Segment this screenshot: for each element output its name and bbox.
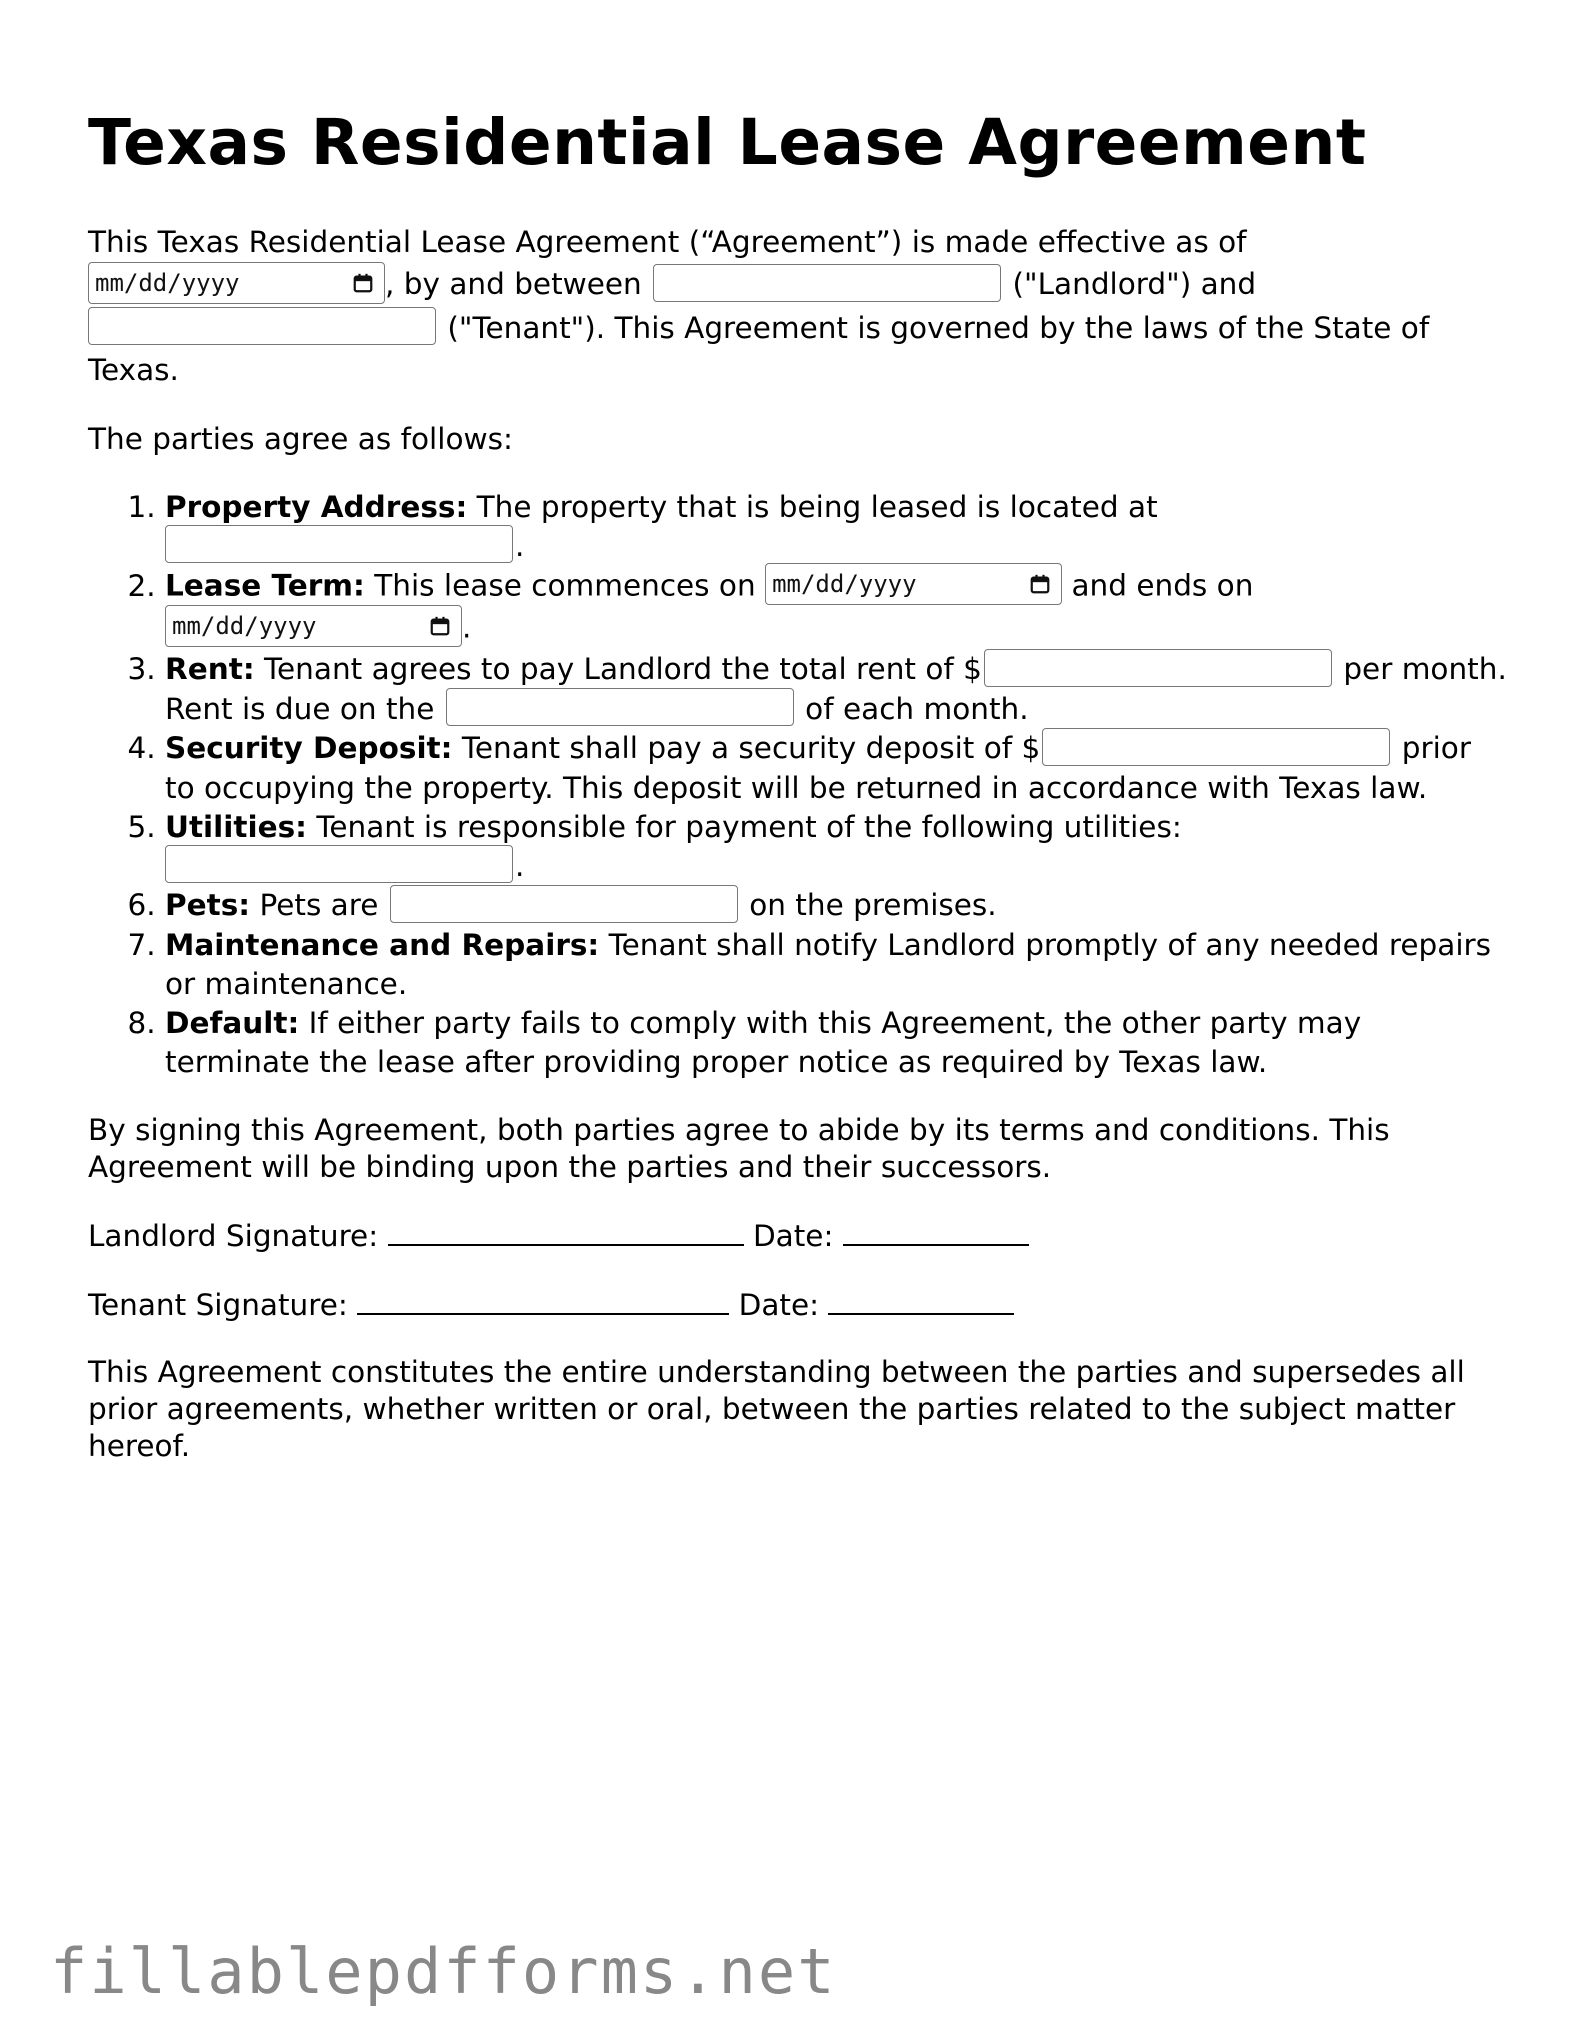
default-label: Default: bbox=[165, 1005, 300, 1040]
pets-end: on the premises. bbox=[749, 888, 997, 923]
deposit-end: prior to occupying the property. This deposit will be returned in accordance with Texas law. bbox=[165, 731, 1471, 805]
maintenance-text: Tenant shall notify Landlord promptly of any needed repairs or maintenance. bbox=[165, 927, 1492, 1001]
landlord-date-blank bbox=[843, 1216, 1029, 1246]
landlord-name-input[interactable] bbox=[653, 264, 1001, 302]
property-end: . bbox=[515, 528, 525, 563]
utilities-end: . bbox=[515, 848, 525, 883]
rent-end: of each month. bbox=[805, 691, 1029, 726]
rent-amount-input[interactable] bbox=[984, 649, 1332, 687]
property-address-input[interactable] bbox=[165, 525, 513, 563]
landlord-date-label: Date: bbox=[752, 1218, 834, 1253]
landlord-signature-blank bbox=[388, 1216, 744, 1246]
term-item-deposit bbox=[165, 729, 1508, 808]
lease-end-placeholder: mm/dd/yyyy bbox=[172, 611, 317, 640]
maintenance-label: Maintenance and Repairs: bbox=[165, 927, 600, 962]
lease-term-label: Lease Term: bbox=[165, 568, 365, 603]
landlord-signature-label: Landlord Signature: bbox=[88, 1218, 379, 1253]
binding-paragraph: By signing this Agreement, both parties agree to abide by its terms and conditions. This Agreement will be binding upon the parties and their successors. bbox=[88, 1112, 1390, 1184]
deposit-text: Tenant shall pay a security deposit of $ bbox=[461, 731, 1041, 766]
lease-end-date-input[interactable] bbox=[165, 605, 462, 647]
tenant-date-blank bbox=[828, 1285, 1014, 1315]
term-item-lease bbox=[165, 566, 1508, 650]
closing-paragraph: This Agreement constitutes the entire understanding between the parties and supersedes all prior agreements, whether written or oral, between the parties related to the subject matter hereof. bbox=[88, 1354, 1465, 1463]
term-item-utilities bbox=[165, 808, 1508, 887]
tenant-date-label: Date: bbox=[738, 1287, 820, 1322]
lease-start-date-input[interactable] bbox=[765, 563, 1062, 605]
intro-text-2: , by and between bbox=[385, 267, 642, 302]
property-text: The property that is being leased is located at bbox=[476, 489, 1158, 524]
property-label: Property Address: bbox=[165, 489, 468, 524]
intro-text-1: This Texas Residential Lease Agreement (“Agreement”) is made effective as of bbox=[88, 225, 1247, 260]
term-item-rent bbox=[165, 650, 1508, 729]
watermark: fillablepdfforms.net bbox=[50, 1935, 837, 2008]
page-title: Texas Residential Lease Agreement bbox=[88, 106, 1367, 179]
rent-mid: per month. Rent is due on the bbox=[165, 652, 1507, 726]
intro-text-4: ("Tenant"). This Agreement is governed by the laws of the State of Texas. bbox=[88, 310, 1430, 387]
utilities-label: Utilities: bbox=[165, 809, 307, 844]
tenant-signature-label: Tenant Signature: bbox=[88, 1287, 348, 1322]
terms-list bbox=[88, 488, 1508, 1082]
pets-label: Pets: bbox=[165, 888, 251, 923]
lease-term-text: This lease commences on bbox=[374, 568, 756, 603]
lease-term-mid: and ends on bbox=[1071, 568, 1254, 603]
term-item-pets bbox=[165, 886, 1508, 926]
effective-date-input[interactable] bbox=[88, 262, 385, 304]
calendar-icon[interactable] bbox=[429, 615, 451, 637]
parties-agree-text: The parties agree as follows: bbox=[88, 421, 513, 456]
calendar-icon[interactable] bbox=[1029, 573, 1051, 595]
pets-input[interactable] bbox=[390, 885, 738, 923]
term-item-default bbox=[165, 1004, 1508, 1082]
deposit-amount-input[interactable] bbox=[1042, 728, 1390, 766]
tenant-signature-blank bbox=[357, 1285, 729, 1315]
document-page bbox=[88, 108, 1508, 1495]
lease-start-placeholder: mm/dd/yyyy bbox=[772, 569, 917, 598]
pets-text: Pets are bbox=[259, 888, 379, 923]
deposit-label: Security Deposit: bbox=[165, 731, 453, 766]
tenant-signature-line bbox=[88, 1285, 1508, 1324]
effective-date-placeholder: mm/dd/yyyy bbox=[95, 268, 240, 297]
default-text: If either party fails to comply with this Agreement, the other party may terminate the lease after providing proper notice as required by Texas law. bbox=[165, 1005, 1362, 1079]
intro-paragraph bbox=[88, 221, 1508, 391]
tenant-name-input[interactable] bbox=[88, 307, 436, 345]
utilities-text: Tenant is responsible for payment of the following utilities: bbox=[316, 809, 1182, 844]
term-item-property bbox=[165, 488, 1508, 567]
calendar-icon[interactable] bbox=[352, 272, 374, 294]
rent-due-day-input[interactable] bbox=[446, 688, 794, 726]
landlord-signature-line bbox=[88, 1216, 1508, 1255]
intro-text-3: ("Landlord") and bbox=[1012, 267, 1257, 302]
lease-term-end: . bbox=[462, 610, 472, 645]
rent-label: Rent: bbox=[165, 652, 255, 687]
utilities-input[interactable] bbox=[165, 845, 513, 883]
term-item-maintenance bbox=[165, 926, 1508, 1004]
rent-text: Tenant agrees to pay Landlord the total rent of $ bbox=[264, 652, 982, 687]
